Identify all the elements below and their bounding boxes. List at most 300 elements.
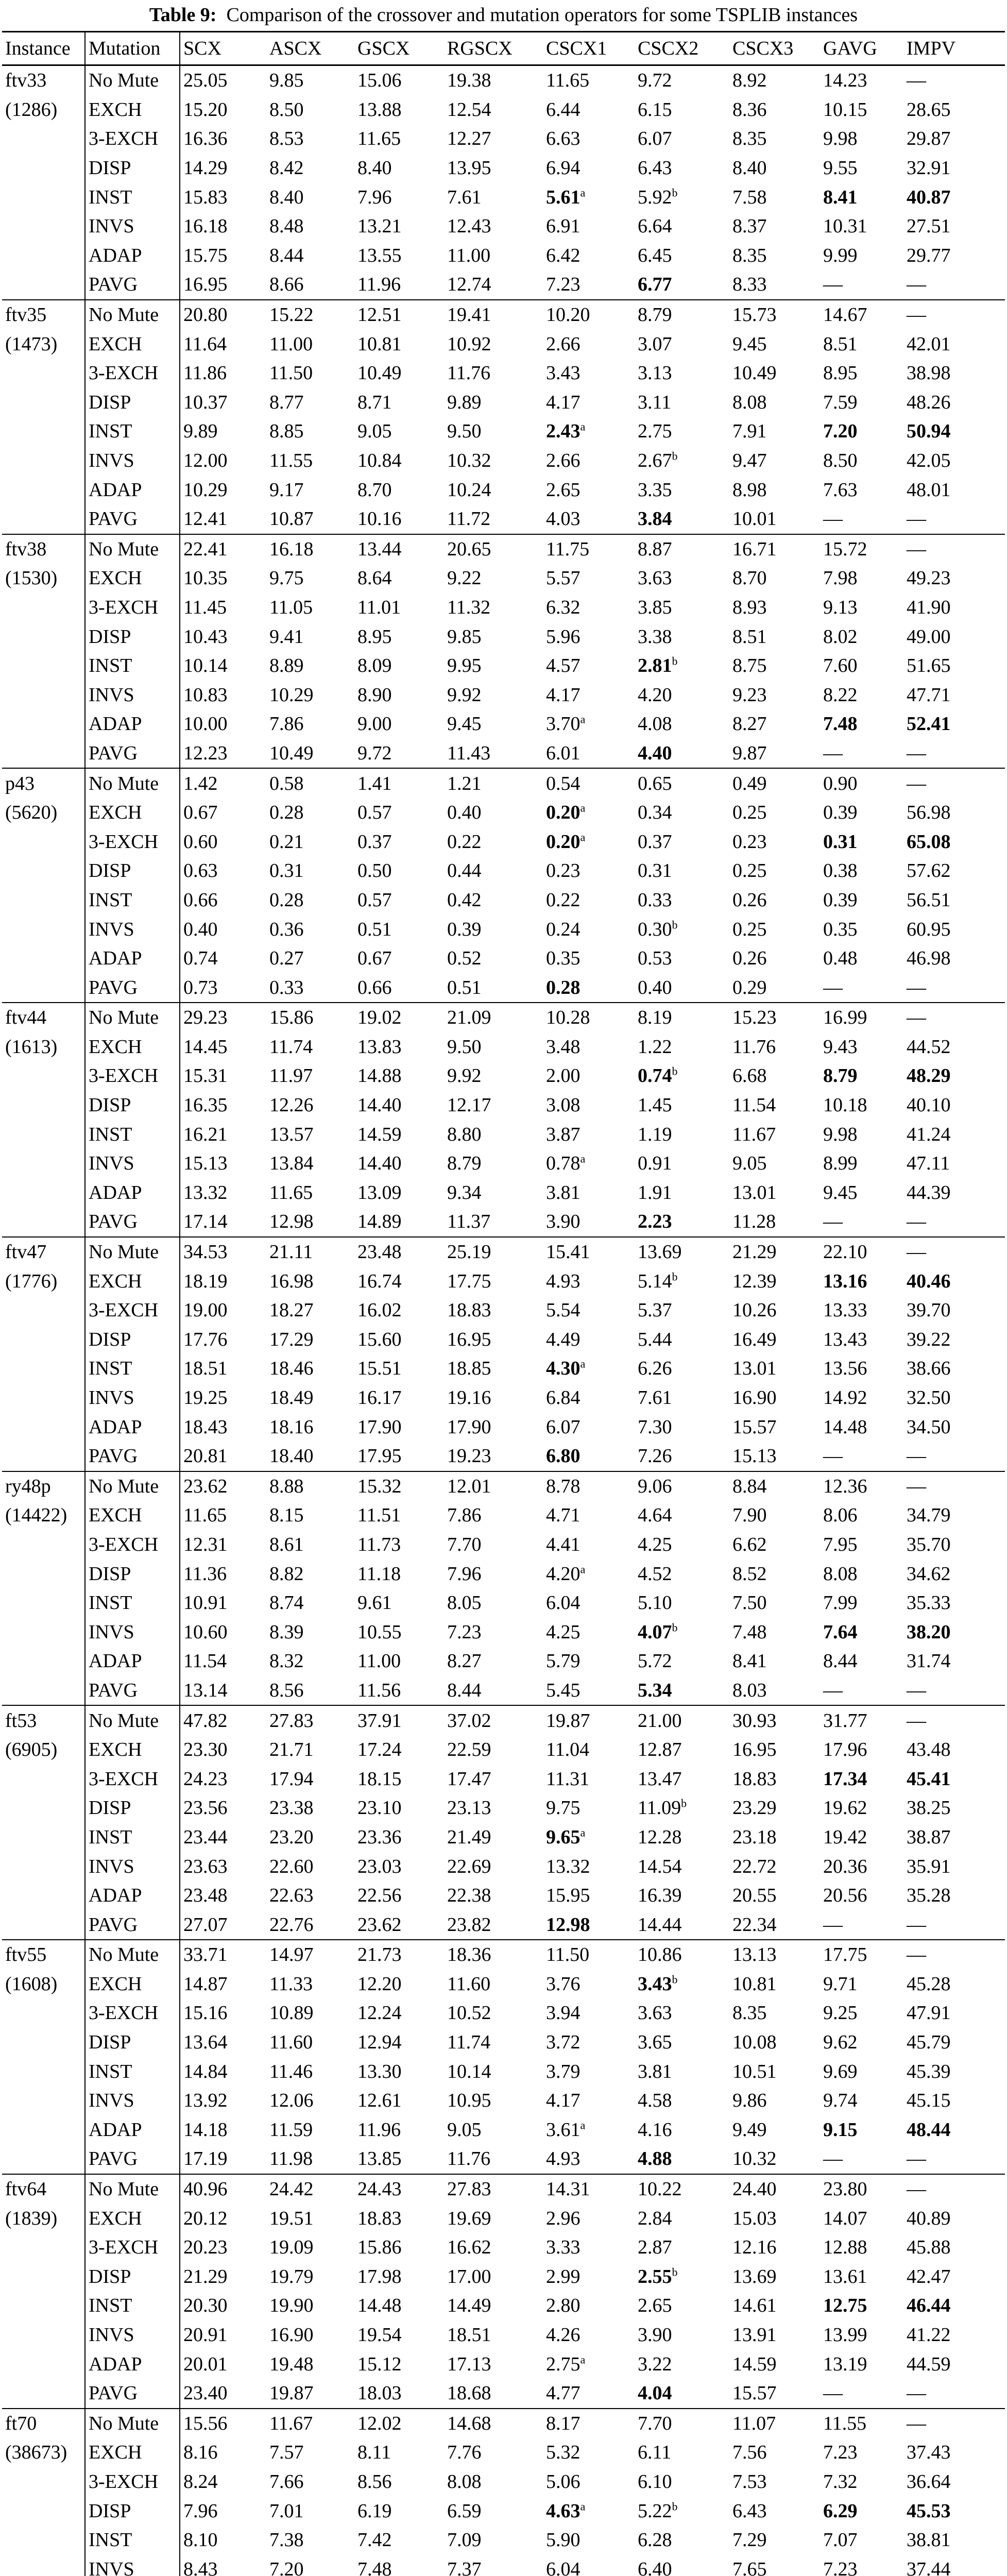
value-cell xyxy=(543,1970,635,1999)
value-cell xyxy=(903,1559,1005,1588)
table-row xyxy=(2,270,1005,300)
value-text: 37.02 xyxy=(447,1709,491,1732)
value-cell xyxy=(180,1412,266,1442)
value-cell xyxy=(266,1266,354,1296)
value-cell xyxy=(180,1676,266,1706)
value-cell xyxy=(354,2379,444,2409)
value-cell xyxy=(903,1178,1005,1208)
value-text: 17.29 xyxy=(269,1328,314,1350)
value-cell xyxy=(354,241,444,270)
value-cell xyxy=(444,768,543,798)
value-text: 6.77 xyxy=(638,274,672,296)
value-cell xyxy=(444,1705,543,1735)
instance-cell: ftv47 xyxy=(2,1237,85,1267)
value-text: 13.99 xyxy=(823,2324,867,2346)
value-text: 7.23 xyxy=(823,2558,858,2576)
value-text: 40.89 xyxy=(907,2207,951,2229)
value-cell xyxy=(444,1207,543,1237)
table-row xyxy=(2,1296,1005,1325)
value-cell xyxy=(543,827,635,856)
value-cell xyxy=(543,914,635,944)
value-cell xyxy=(903,212,1005,241)
table-row xyxy=(2,593,1005,622)
value-cell xyxy=(180,2233,266,2262)
value-cell xyxy=(635,827,729,856)
value-cell xyxy=(543,2409,635,2438)
mutation-cell: INVS xyxy=(85,1383,180,1413)
value-cell xyxy=(354,2204,444,2233)
value-text: 8.75 xyxy=(732,655,767,677)
value-cell xyxy=(543,182,635,212)
value-cell xyxy=(729,1061,820,1091)
instance-cell xyxy=(2,1296,85,1325)
value-cell xyxy=(635,65,729,95)
value-cell xyxy=(354,359,444,388)
value-text: 2.75 xyxy=(638,420,672,443)
value-cell xyxy=(354,1207,444,1237)
instance-cell xyxy=(2,1091,85,1120)
value-cell xyxy=(444,1091,543,1120)
value-text: 49.00 xyxy=(907,625,951,648)
value-cell xyxy=(266,1823,354,1852)
value-cell xyxy=(903,2496,1005,2526)
value-text: 0.63 xyxy=(183,860,218,882)
value-cell xyxy=(903,1764,1005,1793)
value-text: 12.02 xyxy=(357,2412,402,2434)
value-cell xyxy=(820,300,903,330)
value-text: 22.10 xyxy=(823,1241,867,1263)
value-cell xyxy=(444,1383,543,1413)
value-cell xyxy=(444,2204,543,2233)
instance-cell xyxy=(2,154,85,183)
value-cell xyxy=(266,1559,354,1588)
value-text: 10.18 xyxy=(823,1094,867,1116)
value-text: 15.13 xyxy=(183,1153,228,1175)
value-cell xyxy=(635,1823,729,1852)
instance-cell xyxy=(2,504,85,534)
value-text: 10.81 xyxy=(732,1973,777,1995)
mutation-cell: 3-EXCH xyxy=(85,1296,180,1325)
value-cell xyxy=(729,1501,820,1530)
value-text: 8.95 xyxy=(823,362,858,384)
value-cell xyxy=(635,2496,729,2526)
value-text: 12.88 xyxy=(823,2236,867,2259)
instance-cell: (1530) xyxy=(2,564,85,593)
value-text: 8.16 xyxy=(183,2442,218,2464)
superscript-mark: a xyxy=(580,2499,586,2513)
value-text: — xyxy=(823,1211,843,1233)
value-text: 11.51 xyxy=(357,1504,401,1527)
value-text: 3.79 xyxy=(546,2060,581,2082)
value-text: 17.47 xyxy=(447,1768,491,1790)
value-text: 56.98 xyxy=(907,802,951,824)
value-cell xyxy=(180,388,266,417)
value-text: 6.80 xyxy=(546,1445,581,1467)
value-cell xyxy=(903,1823,1005,1852)
value-cell xyxy=(903,446,1005,476)
value-text: 8.08 xyxy=(447,2470,482,2493)
value-cell xyxy=(729,1705,820,1735)
value-text: 11.73 xyxy=(357,1533,401,1555)
value-text: 15.73 xyxy=(732,304,777,326)
value-cell xyxy=(635,1852,729,1881)
value-text: 0.67 xyxy=(357,947,392,970)
value-cell xyxy=(266,2554,354,2576)
value-cell xyxy=(543,1647,635,1676)
header-scx: SCX xyxy=(180,32,266,65)
value-text: 21.71 xyxy=(269,1739,314,1761)
mutation-cell: EXCH xyxy=(85,798,180,827)
value-text: 23.30 xyxy=(183,1739,228,1761)
value-text: 16.17 xyxy=(357,1387,402,1409)
value-text: 31.77 xyxy=(823,1709,867,1732)
instance-cell: ftv44 xyxy=(2,1003,85,1032)
value-cell xyxy=(635,798,729,827)
value-cell xyxy=(635,1237,729,1267)
value-cell xyxy=(635,1442,729,1471)
value-text: 56.51 xyxy=(907,889,951,911)
value-text: 20.80 xyxy=(183,304,228,326)
value-cell xyxy=(820,1998,903,2028)
value-cell xyxy=(354,2467,444,2497)
value-text: 8.35 xyxy=(732,128,767,150)
value-cell xyxy=(543,1910,635,1940)
value-cell xyxy=(354,2409,444,2438)
value-text: 7.61 xyxy=(447,186,482,208)
mutation-cell: 3-EXCH xyxy=(85,124,180,154)
value-cell xyxy=(266,446,354,476)
instance-cell: (6905) xyxy=(2,1735,85,1765)
value-cell xyxy=(444,1237,543,1267)
value-cell xyxy=(903,973,1005,1003)
value-text: 17.95 xyxy=(357,1445,402,1467)
value-text: 11.31 xyxy=(546,1768,590,1790)
value-text: 11.65 xyxy=(357,128,401,150)
value-text: 3.63 xyxy=(638,2002,672,2024)
table-row xyxy=(2,680,1005,709)
value-cell xyxy=(180,1471,266,1501)
value-text: 10.28 xyxy=(546,1007,590,1029)
value-text: 12.98 xyxy=(546,1913,590,1936)
value-text: 8.32 xyxy=(269,1650,304,1672)
value-text: 6.43 xyxy=(638,157,672,179)
value-text: 12.26 xyxy=(269,1094,314,1116)
value-cell xyxy=(820,1530,903,1560)
value-cell xyxy=(903,1852,1005,1881)
value-text: 47.91 xyxy=(907,2002,951,2024)
value-cell xyxy=(903,1120,1005,1149)
value-text: 13.61 xyxy=(823,2265,867,2287)
value-text: 2.55 xyxy=(638,2265,672,2287)
value-text: 16.95 xyxy=(447,1328,491,1350)
value-cell xyxy=(266,241,354,270)
value-cell xyxy=(180,856,266,886)
value-cell xyxy=(266,1970,354,1999)
value-text: 3.11 xyxy=(638,391,672,413)
value-cell xyxy=(266,329,354,359)
value-cell xyxy=(543,1003,635,1032)
value-text: 11.96 xyxy=(357,2119,401,2141)
value-cell xyxy=(543,2028,635,2057)
value-text: 4.17 xyxy=(546,391,581,413)
value-cell xyxy=(354,768,444,798)
value-cell xyxy=(635,2349,729,2379)
value-cell xyxy=(444,1178,543,1208)
value-text: 0.65 xyxy=(638,772,672,794)
value-text: 8.11 xyxy=(357,2442,391,2464)
value-cell xyxy=(903,709,1005,739)
value-cell xyxy=(903,2204,1005,2233)
value-text: 35.28 xyxy=(907,1885,951,1907)
value-text: 3.72 xyxy=(546,2031,581,2054)
value-text: 19.23 xyxy=(447,1445,491,1467)
value-text: 11.59 xyxy=(269,2119,313,2141)
value-text: 14.67 xyxy=(823,304,867,326)
value-text: 13.83 xyxy=(357,1036,402,1058)
value-cell xyxy=(543,593,635,622)
value-text: 8.78 xyxy=(546,1475,581,1497)
value-text: 8.93 xyxy=(732,596,767,618)
value-cell xyxy=(180,241,266,270)
value-text: 5.37 xyxy=(638,1299,672,1321)
value-text: 8.89 xyxy=(269,655,304,677)
value-cell xyxy=(354,1120,444,1149)
value-cell xyxy=(820,154,903,183)
value-text: 5.92 xyxy=(638,186,672,208)
value-text: 0.28 xyxy=(269,889,304,911)
value-text: — xyxy=(907,1241,926,1263)
value-text: 21.29 xyxy=(732,1241,777,1263)
instance-cell xyxy=(2,1793,85,1823)
value-cell xyxy=(903,1266,1005,1296)
table-row xyxy=(2,124,1005,154)
value-cell xyxy=(354,827,444,856)
mutation-cell: 3-EXCH xyxy=(85,2233,180,2262)
instance-cell: ft53 xyxy=(2,1705,85,1735)
value-cell xyxy=(266,944,354,973)
value-text: 8.05 xyxy=(447,1592,482,1614)
value-text: 4.25 xyxy=(546,1621,581,1643)
value-cell xyxy=(180,1735,266,1765)
mutation-cell: No Mute xyxy=(85,1471,180,1501)
value-text: — xyxy=(907,508,926,530)
value-text: 34.62 xyxy=(907,1563,951,1585)
value-cell xyxy=(543,2086,635,2115)
instance-cell xyxy=(2,182,85,212)
value-text: 1.42 xyxy=(183,772,218,794)
value-cell xyxy=(729,2438,820,2467)
value-text: 14.31 xyxy=(546,2178,590,2200)
value-text: 23.03 xyxy=(357,1855,402,1877)
value-text: 8.70 xyxy=(357,479,392,501)
value-cell xyxy=(635,1940,729,1970)
value-text: 13.55 xyxy=(357,244,402,266)
value-cell xyxy=(635,1501,729,1530)
value-cell xyxy=(903,534,1005,564)
value-text: 15.31 xyxy=(183,1065,228,1087)
instance-cell xyxy=(2,388,85,417)
value-text: 17.98 xyxy=(357,2265,402,2287)
value-text: 39.70 xyxy=(907,1299,951,1321)
value-text: 12.87 xyxy=(638,1739,682,1761)
instance-cell xyxy=(2,1881,85,1910)
table-row xyxy=(2,1149,1005,1178)
value-cell xyxy=(903,2028,1005,2057)
value-cell xyxy=(266,1676,354,1706)
mutation-cell: INVS xyxy=(85,914,180,944)
instance-cell xyxy=(2,1325,85,1354)
value-text: 14.44 xyxy=(638,1913,682,1936)
value-cell xyxy=(729,2233,820,2262)
value-cell xyxy=(635,1705,729,1735)
value-cell xyxy=(266,1764,354,1793)
value-cell xyxy=(543,651,635,681)
value-cell xyxy=(180,1764,266,1793)
value-text: 16.36 xyxy=(183,128,228,150)
value-cell xyxy=(266,651,354,681)
value-cell xyxy=(354,680,444,709)
value-text: 11.65 xyxy=(546,70,590,92)
value-text: 12.36 xyxy=(823,1475,867,1497)
value-text: 0.51 xyxy=(357,918,392,940)
value-text: 7.20 xyxy=(269,2558,304,2576)
value-text: 20.30 xyxy=(183,2295,228,2317)
table-row xyxy=(2,1940,1005,1970)
value-cell xyxy=(903,827,1005,856)
value-cell xyxy=(729,270,820,300)
value-cell xyxy=(444,856,543,886)
table-row xyxy=(2,300,1005,330)
value-cell xyxy=(266,1120,354,1149)
value-cell xyxy=(180,973,266,1003)
table-row xyxy=(2,1764,1005,1793)
table-row xyxy=(2,2349,1005,2379)
value-cell xyxy=(180,1852,266,1881)
mutation-cell: INST xyxy=(85,2526,180,2555)
value-text: 6.63 xyxy=(546,128,581,150)
value-cell xyxy=(729,2086,820,2115)
table-row xyxy=(2,914,1005,944)
value-cell xyxy=(903,241,1005,270)
instance-cell xyxy=(2,2262,85,2292)
mutation-cell: EXCH xyxy=(85,1266,180,1296)
value-text: 24.42 xyxy=(269,2178,314,2200)
value-cell xyxy=(266,1149,354,1178)
value-text: 14.97 xyxy=(269,1944,314,1966)
value-text: 15.72 xyxy=(823,538,867,560)
value-text: 11.74 xyxy=(447,2031,491,2054)
value-text: 16.98 xyxy=(269,1270,314,1292)
value-cell xyxy=(354,856,444,886)
value-text: 2.75 xyxy=(546,2353,581,2375)
value-cell xyxy=(903,622,1005,651)
instance-cell xyxy=(2,1998,85,2028)
table-row xyxy=(2,1032,1005,1062)
value-text: 10.08 xyxy=(732,2031,777,2054)
table-row xyxy=(2,241,1005,270)
value-cell xyxy=(635,2320,729,2350)
instance-cell xyxy=(2,2233,85,2262)
value-text: 0.21 xyxy=(269,831,304,853)
value-cell xyxy=(266,1207,354,1237)
value-text: 0.22 xyxy=(447,831,482,853)
value-text: 3.07 xyxy=(638,333,672,355)
mutation-cell: DISP xyxy=(85,1559,180,1588)
value-text: 8.02 xyxy=(823,625,858,648)
value-text: 8.98 xyxy=(732,479,767,501)
value-text: 9.55 xyxy=(823,157,858,179)
value-cell xyxy=(903,154,1005,183)
value-text: 11.09 xyxy=(638,1797,681,1819)
value-text: 11.76 xyxy=(447,362,491,384)
value-text: 14.87 xyxy=(183,1973,228,1995)
value-cell xyxy=(543,1881,635,1910)
value-text: 12.61 xyxy=(357,2090,402,2112)
value-text: 17.75 xyxy=(447,1270,491,1292)
value-text: 8.10 xyxy=(183,2529,218,2551)
value-text: 7.70 xyxy=(447,1533,482,1555)
value-cell xyxy=(820,1032,903,1062)
value-cell xyxy=(354,212,444,241)
value-text: 6.10 xyxy=(638,2470,672,2493)
value-cell xyxy=(729,1266,820,1296)
header-cscx3: CSCX3 xyxy=(729,32,820,65)
value-text: 9.41 xyxy=(269,625,304,648)
value-cell xyxy=(354,1970,444,1999)
value-text: 11.01 xyxy=(357,596,401,618)
value-text: 10.43 xyxy=(183,625,228,648)
superscript-mark: b xyxy=(681,1797,687,1810)
value-text: 4.93 xyxy=(546,1270,581,1292)
value-cell xyxy=(729,1149,820,1178)
value-cell xyxy=(266,827,354,856)
value-text: 18.49 xyxy=(269,1387,314,1409)
value-text: 13.14 xyxy=(183,1679,228,1701)
value-text: — xyxy=(823,508,843,530)
value-text: 25.19 xyxy=(447,1241,491,1263)
value-text: 20.01 xyxy=(183,2353,228,2375)
value-cell xyxy=(820,1207,903,1237)
value-text: 6.62 xyxy=(732,1533,767,1555)
value-text: 18.51 xyxy=(183,1358,228,1380)
value-text: 20.65 xyxy=(447,538,491,560)
table-body xyxy=(2,65,1005,2576)
value-text: 13.09 xyxy=(357,1181,402,1204)
value-cell xyxy=(903,1705,1005,1735)
value-cell xyxy=(729,1178,820,1208)
value-cell xyxy=(820,534,903,564)
value-cell xyxy=(635,1559,729,1588)
value-cell xyxy=(635,1383,729,1413)
value-text: 19.00 xyxy=(183,1299,228,1321)
value-text: 22.63 xyxy=(269,1885,314,1907)
value-text: — xyxy=(907,976,926,998)
mutation-cell: No Mute xyxy=(85,1705,180,1735)
value-cell xyxy=(820,1003,903,1032)
value-text: 3.13 xyxy=(638,362,672,384)
value-text: 10.92 xyxy=(447,333,491,355)
value-text: 0.25 xyxy=(732,860,767,882)
value-text: 0.60 xyxy=(183,831,218,853)
value-cell xyxy=(180,1266,266,1296)
value-cell xyxy=(266,300,354,330)
value-text: 2.23 xyxy=(638,1211,672,1233)
value-text: 6.26 xyxy=(638,1358,672,1380)
instance-cell xyxy=(2,1559,85,1588)
value-text: 23.36 xyxy=(357,1826,402,1848)
value-text: 22.41 xyxy=(183,538,228,560)
value-text: 6.28 xyxy=(638,2529,672,2551)
